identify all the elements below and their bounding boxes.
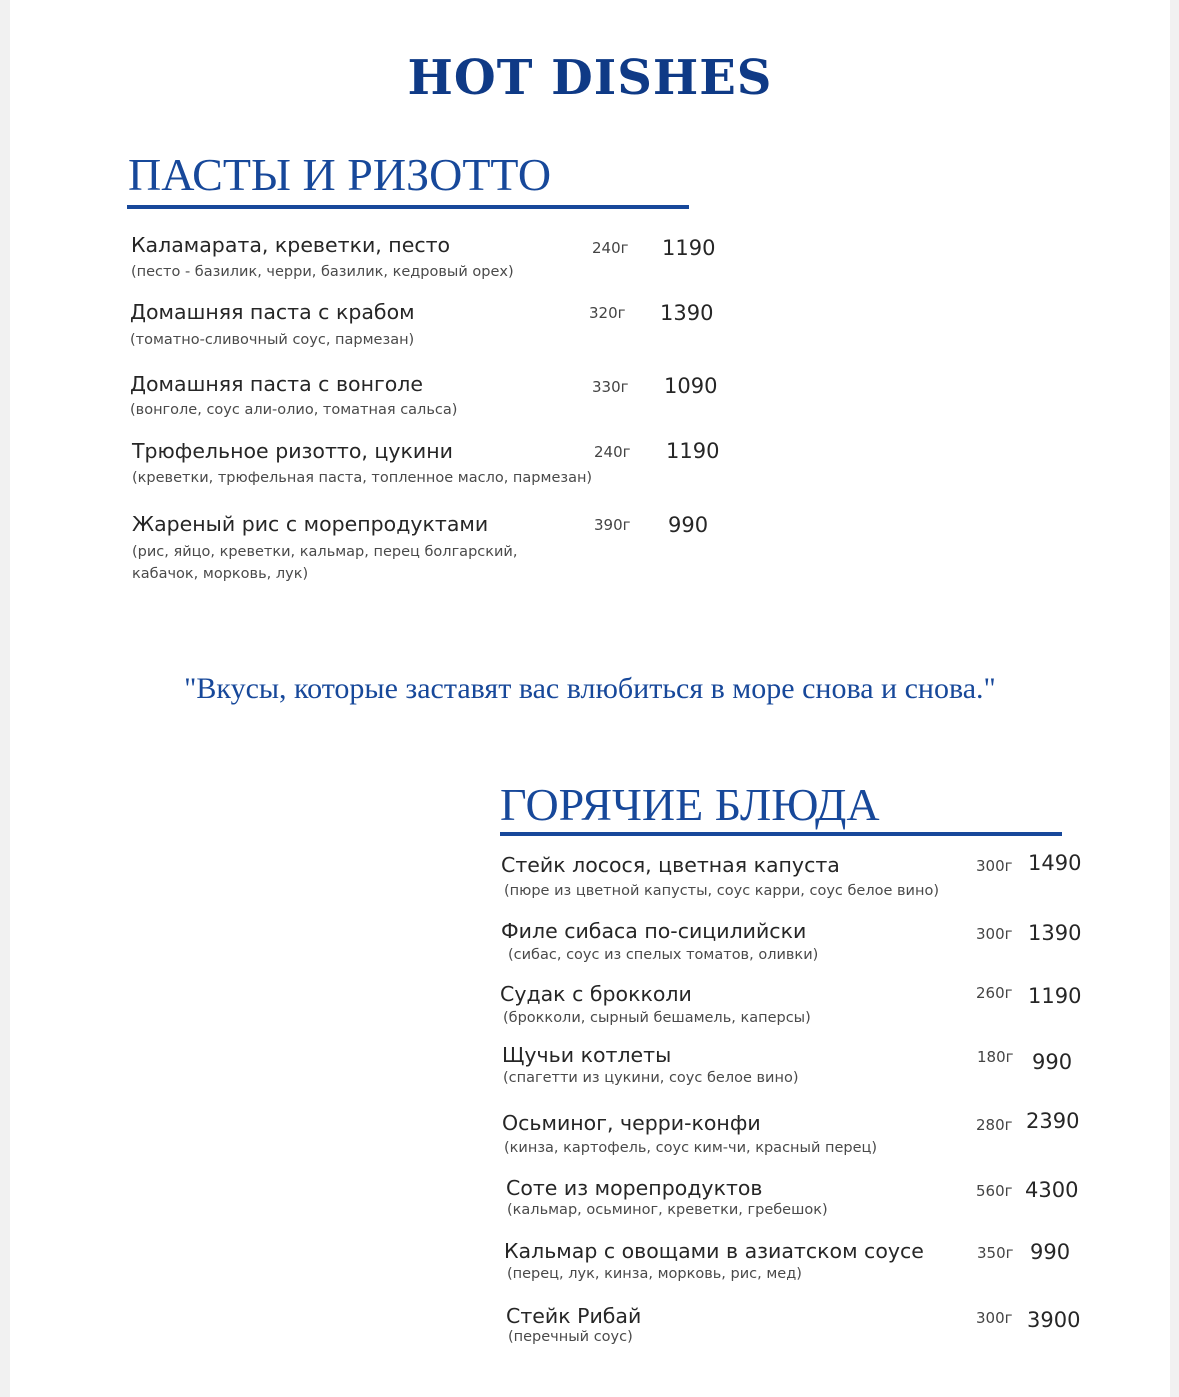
item-name: Кальмар с овощами в азиатском соусе [504,1239,924,1263]
item-description-line-2: кабачок, морковь, лук) [132,566,309,582]
item-description: (брокколи, сырный бешамель, каперсы) [503,1010,811,1026]
menu-page [10,0,1170,1397]
item-weight: 390г [594,516,631,534]
item-price: 4300 [1025,1178,1079,1202]
item-weight: 350г [977,1244,1014,1262]
item-weight: 320г [589,304,626,322]
item-price: 990 [668,513,709,537]
item-name: Домашняя паста с крабом [130,300,415,324]
item-name: Трюфельное ризотто, цукини [132,439,453,463]
item-weight: 180г [977,1048,1014,1066]
item-name: Каламарата, креветки, песто [131,233,451,257]
item-description: (перец, лук, кинза, морковь, рис, мед) [507,1266,802,1282]
item-price: 1390 [660,301,714,325]
hot-section-divider [500,832,1062,836]
item-description: (перечный соус) [508,1329,633,1345]
item-name: Щучьи котлеты [502,1043,672,1067]
item-description: (песто - базилик, черри, базилик, кедровый орех) [131,264,514,280]
item-description: (рис, яйцо, креветки, кальмар, перец болгарский, [132,544,518,560]
item-weight: 280г [976,1116,1013,1134]
item-weight: 300г [976,1309,1013,1327]
item-price: 3900 [1027,1308,1081,1332]
item-name: Домашняя паста с вонголе [130,372,424,396]
item-description: (томатно-сливочный соус, пармезан) [130,332,415,348]
item-description: (креветки, трюфельная паста, топленное масло, пармезан) [132,470,593,486]
item-price: 1190 [662,236,716,260]
item-description: (вонголе, соус али-олио, томатная сальса) [130,402,458,418]
item-name: Стейк Рибай [506,1304,642,1328]
item-price: 1090 [664,374,718,398]
tagline-quote: "Вкусы, которые заставят вас влюбиться в море снова и снова." [184,672,996,705]
page-title: HOT DISHES [407,50,773,106]
item-price: 2390 [1026,1109,1080,1133]
item-weight: 240г [592,239,629,257]
item-weight: 300г [976,857,1013,875]
item-weight: 330г [592,378,629,396]
item-description: (сибас, соус из спелых томатов, оливки) [508,947,819,963]
item-price: 1190 [666,439,720,463]
item-description: (спагетти из цукини, соус белое вино) [503,1070,799,1086]
item-price: 1190 [1028,984,1082,1008]
item-description: (кальмар, осьминог, креветки, гребешок) [507,1202,828,1218]
item-name: Соте из морепродуктов [506,1176,763,1200]
item-price: 1390 [1028,921,1082,945]
pasta-section-divider [127,205,689,209]
item-name: Стейк лосося, цветная капуста [501,853,840,877]
item-name: Жареный рис с морепродуктами [132,512,489,536]
item-weight: 300г [976,925,1013,943]
item-name: Осьминог, черри-конфи [502,1111,761,1135]
item-description: (пюре из цветной капусты, соус карри, соус белое вино) [504,883,939,899]
item-weight: 260г [976,984,1013,1002]
hot-section-title: ГОРЯЧИЕ БЛЮДА [500,779,880,830]
item-name: Судак с брокколи [500,982,692,1006]
item-price: 990 [1032,1050,1073,1074]
item-name: Филе сибаса по-сицилийски [501,919,807,943]
pasta-section-title: ПАСТЫ И РИЗОТТО [128,149,552,200]
item-price: 1490 [1028,851,1082,875]
item-weight: 560г [976,1182,1013,1200]
item-price: 990 [1030,1240,1071,1264]
item-weight: 240г [594,443,631,461]
item-description: (кинза, картофель, соус ким-чи, красный перец) [504,1140,878,1156]
